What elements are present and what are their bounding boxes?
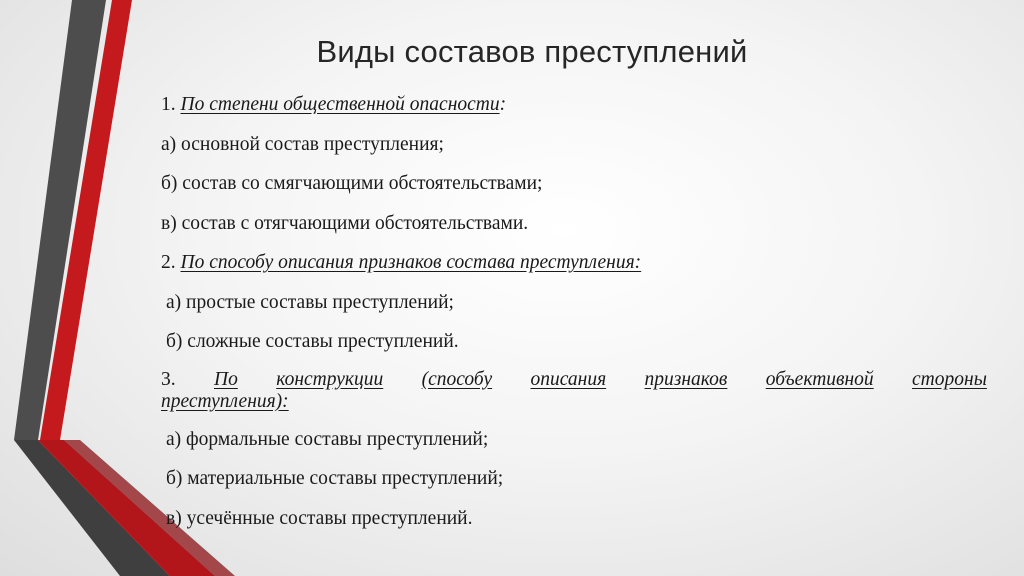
slide-title: Виды составов преступлений	[316, 34, 748, 69]
heading-word: стороны	[912, 368, 987, 390]
list-item: а) простые составы преступлений;	[166, 291, 454, 313]
heading-word: По	[213, 368, 238, 390]
list-item: а) формальные составы преступлений;	[166, 428, 489, 450]
list-item: а) основной состав преступления;	[161, 133, 444, 155]
list-item: в) усечённые составы преступлений.	[166, 507, 473, 529]
heading-word: (способу	[421, 368, 493, 390]
heading-colon: :	[499, 94, 507, 115]
section-number: 1.	[161, 94, 176, 115]
section-heading-text: По степени общественной опасности	[180, 94, 500, 115]
heading-word: признаков	[644, 368, 728, 390]
section-2-heading	[161, 250, 987, 290]
heading-word: описания	[530, 368, 607, 390]
list-item: в) состав с отягчающими обстоятельствами.	[161, 212, 529, 234]
section-heading-text: По способу описания признаков состава преступления:	[180, 252, 642, 273]
heading-word: конструкции	[276, 368, 384, 390]
slide-content	[161, 92, 987, 545]
heading-word: объективной	[765, 368, 874, 390]
list-item: б) сложные составы преступлений.	[166, 331, 459, 352]
heading-word: преступления):	[161, 390, 289, 412]
list-item: б) состав со смягчающими обстоятельствами;	[161, 173, 543, 194]
section-3-heading	[161, 369, 987, 413]
section-number: 3.	[161, 368, 176, 390]
section-1-heading	[161, 92, 987, 132]
section-number: 2.	[161, 252, 176, 273]
list-item: б) материальные составы преступлений;	[166, 468, 504, 489]
